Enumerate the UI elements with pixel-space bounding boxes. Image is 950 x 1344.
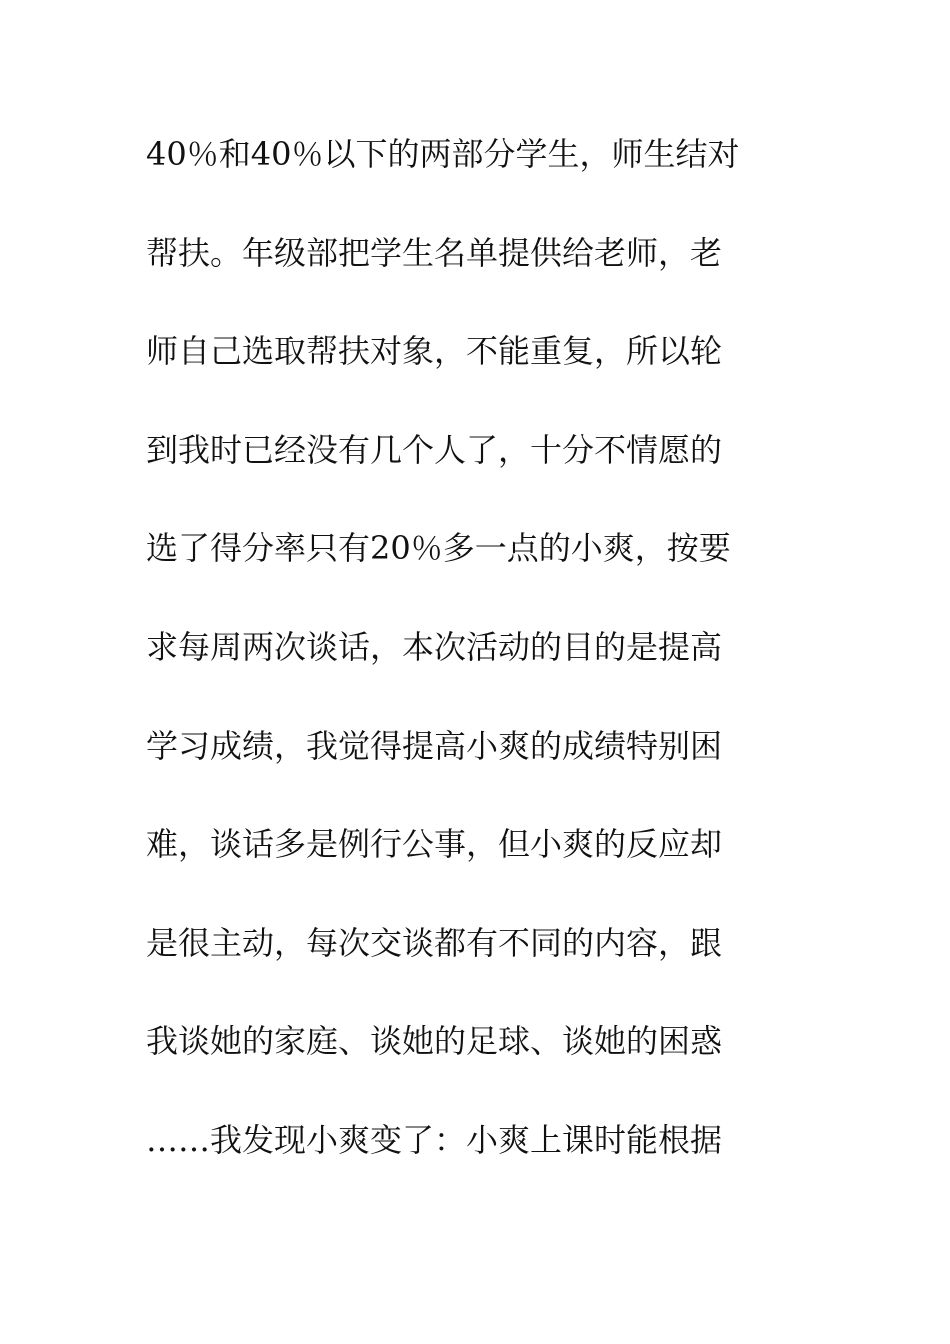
text-line: 学习成绩，我觉得提高小爽的成绩特别困 <box>146 726 723 765</box>
text-line: 选了得分率只有20％多一点的小爽，按要 <box>146 529 731 568</box>
text-line: 帮扶。年级部把学生名单提供给老师，老 <box>146 233 723 272</box>
text-line: 师自己选取帮扶对象，不能重复，所以轮 <box>146 332 723 371</box>
text-line: 我谈她的家庭、谈她的足球、谈她的困惑 <box>146 1022 723 1061</box>
body-text <box>146 124 806 1209</box>
text-line: 是很主动，每次交谈都有不同的内容，跟 <box>146 923 723 962</box>
text-line: 到我时已经没有几个人了，十分不情愿的 <box>146 430 723 469</box>
text-line: 40％和40％以下的两部分学生，师生结对 <box>146 135 740 173</box>
text-line: 求每周两次谈话，本次活动的目的是提高 <box>146 627 723 666</box>
text-line: 难，谈话多是例行公事，但小爽的反应却 <box>146 825 723 864</box>
text-line: ……我发现小爽变了：小爽上课时能根据 <box>146 1120 723 1159</box>
